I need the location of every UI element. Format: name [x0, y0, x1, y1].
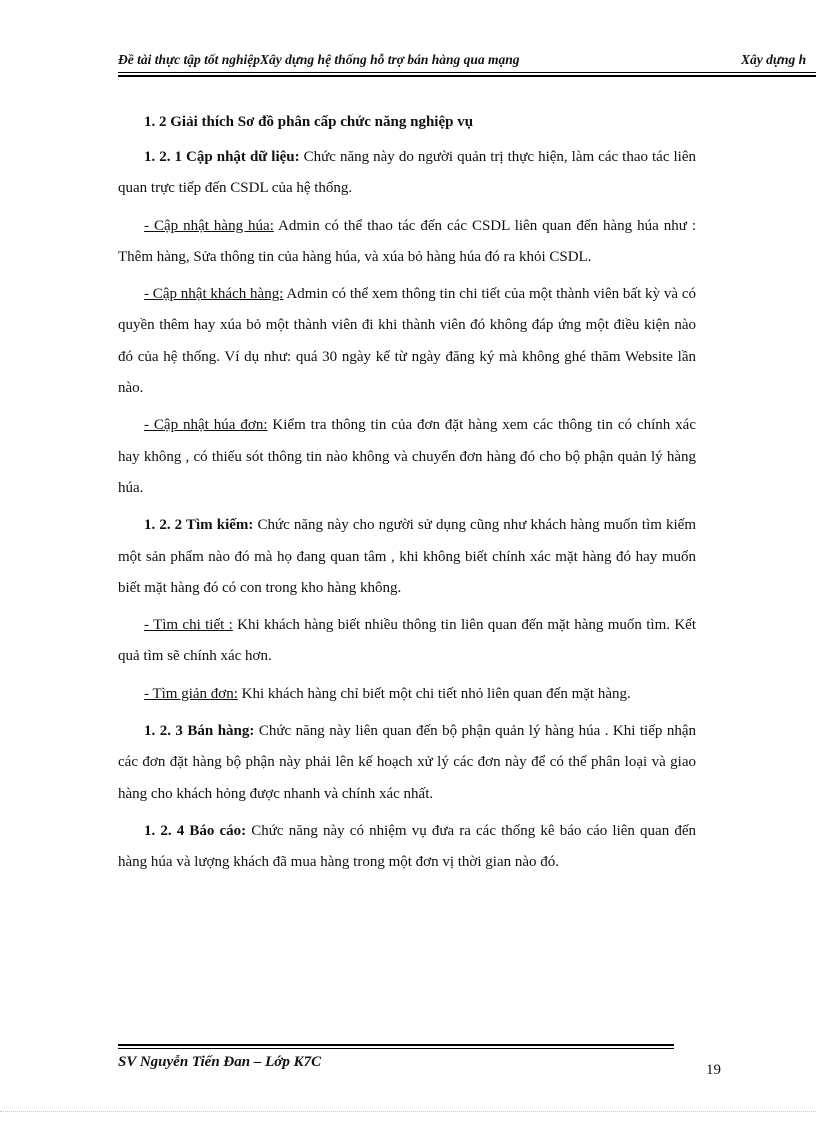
paragraph-text: Chức năng này do người quản trị thực hiện, làm các thao tác liên quan trực tiếp đến CSDL của hệ thống.	[118, 149, 697, 197]
page-edge-divider	[0, 1111, 816, 1112]
item-label: - Tìm giản đơn:	[144, 685, 238, 702]
paragraph-tim-gian-don	[118, 679, 696, 710]
paragraph-text: Chức năng này có nhiệm vụ đưa ra các thống kê báo cáo liên quan đến hàng húa và lượng khách đã mua hàng trong một đơn vị thời gian nào đó.	[118, 822, 696, 871]
paragraph-text: Kiểm tra thông tin của đơn đặt hàng xem các thông tin có chính xác hay không , có thiếu sót thông tin nào không và chuyển đơn hàng đó cho bộ phận quản lý hàng húa.	[118, 417, 696, 496]
section-heading: 1. 2 Giải thích Sơ đồ phân cấp chức năng nghiệp vụ	[144, 114, 474, 130]
paragraph-text: Khi khách hàng biết nhiều thông tin liên quan đến mặt hàng muốn tìm. Kết quả tìm sẽ chính xác hơn.	[118, 617, 696, 665]
page-body	[118, 102, 696, 885]
paragraph-cap-nhat-hoa-don	[118, 410, 696, 504]
paragraph-cap-nhat-hang-hoa	[118, 211, 696, 274]
item-label: - Cập nhật hàng húa:	[144, 217, 274, 234]
footer-rule	[118, 1048, 674, 1049]
header-rule-thick	[118, 75, 816, 77]
item-label: - Cập nhật húa đơn:	[144, 417, 268, 434]
page-number: 19	[706, 1062, 721, 1078]
header-title: Đề tài thực tập tốt nghiệpXây dựng hệ thống hỗ trợ bán hàng qua mạng	[118, 52, 520, 67]
paragraph-text: Khi khách hàng chỉ biết một chi tiết nhỏ liên quan đến mặt hàng.	[237, 685, 631, 702]
subsection-label: 1. 2. 4 Báo cáo:	[144, 822, 247, 839]
subsection-label: 1. 2. 3 Bán hàng:	[144, 723, 255, 740]
paragraph-cap-nhat-du-lieu	[118, 142, 696, 205]
footer-rule-thick	[118, 1044, 674, 1046]
subsection-label: 1. 2. 1 Cập nhật dữ liệu:	[144, 149, 300, 165]
item-label: - Tìm chi tiết :	[144, 617, 233, 634]
paragraph-text: Chức năng này liên quan đến bộ phận quản lý hàng húa . Khi tiếp nhận các đơn đặt hàng bộ phận này phải lên kế hoạch xử lý các đơn này để có thể phân loại và giao hàng cho khách hỏng được nhanh và chính xác nhất.	[118, 723, 696, 802]
paragraph-text: Admin có thể xem thông tin chi tiết của một thành viên bất kỳ và có quyền thêm hay xúa bỏ một thành viên đi khi thành viên đó không đáp ứng một điều kiện nào đó của hệ thống. Ví dụ như: quá 30 ngày kể từ ngày đăng ký mà không ghé thăm Website lần nào.	[118, 286, 697, 397]
paragraph-tim-chi-tiet	[118, 610, 696, 673]
paragraph-text: Admin có thể thao tác đến các CSDL liên quan đến hàng húa như : Thêm hàng, Sửa thông tin của hàng húa, và xúa bỏ hàng húa đó ra khỏi CSDL.	[118, 217, 696, 265]
paragraph-text: Chức năng này cho người sử dụng cũng như khách hàng muốn tìm kiếm một sản phẩm nào đó mà họ đang quan tâm , khi không biết chính xác mặt hàng đó hay muốn biết mặt hàng đó có con trong kho hàng không.	[118, 517, 696, 596]
paragraph-ban-hang	[118, 716, 696, 810]
header-right-text: Xây dựng h	[741, 52, 807, 67]
paragraph-tim-kiem	[118, 510, 696, 604]
paragraph-bao-cao	[118, 816, 696, 879]
footer-author: SV Nguyễn Tiến Đan – Lớp K7C	[118, 1054, 322, 1070]
subsection-label: 1. 2. 2 Tìm kiếm:	[144, 517, 254, 534]
paragraph-cap-nhat-khach-hang	[118, 279, 696, 404]
running-header	[118, 50, 816, 72]
header-rule	[118, 72, 816, 73]
item-label: - Cập nhật khách hàng:	[144, 286, 284, 303]
